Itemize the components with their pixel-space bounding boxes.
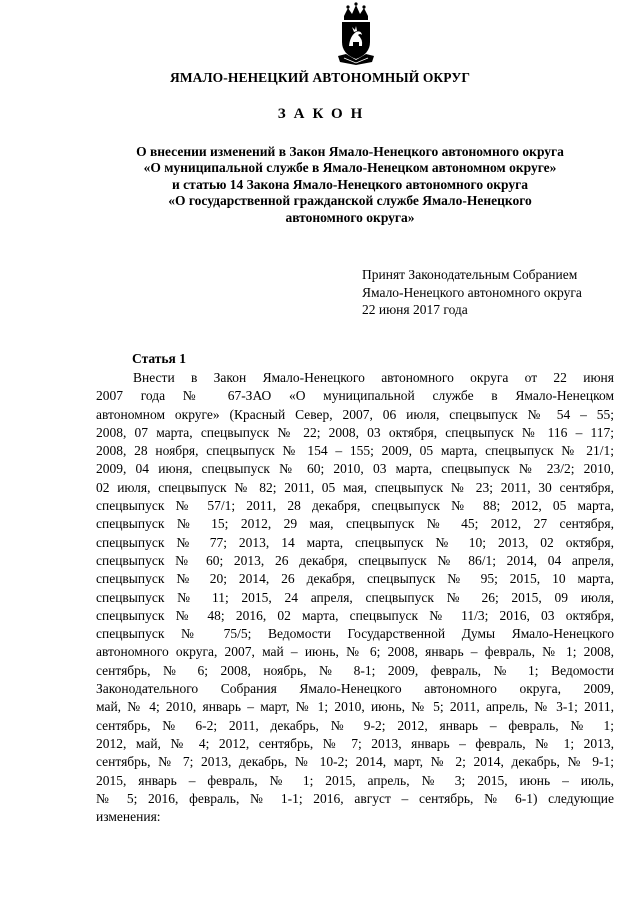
subject-line: «О государственной гражданской службе Ямало-Ненецкого xyxy=(168,193,532,209)
coat-of-arms-icon xyxy=(334,2,378,66)
region-name: ЯМАЛО-НЕНЕЦКИЙ АВТОНОМНЫЙ ОКРУГ xyxy=(169,70,471,85)
article-body xyxy=(96,369,614,826)
article-text-line: спецвыпуск № 11; 2015, 24 апреля, спецвыпуск № 26; 2015, 09 июля, xyxy=(96,589,614,605)
article-text-line: № 5; 2016, февраль, № 1-1; 2016, август – сентябрь, № 6-1) следующие xyxy=(96,790,614,806)
article-heading: Статья 1 xyxy=(132,351,186,366)
article-text-line: сентябрь, № 7; 2013, декабрь, № 10-2; 2014, март, № 2; 2014, декабрь, № 9-1; xyxy=(96,754,614,770)
article-text-line: спецвыпуск № 77; 2013, 14 марта, спецвыпуск № 10; 2013, 02 октября, xyxy=(96,534,614,550)
article-text-line: спецвыпуск № 48; 2016, 02 марта, спецвыпуск № 11/3; 2016, 03 октября, xyxy=(96,607,614,623)
article-text-line: автономного округа, 2007, май – июнь, № 6; 2008, январь – февраль, № 1; 2008, xyxy=(96,644,614,660)
article-text-line: сентябрь, № 6-2; 2011, декабрь, № 9-2; 2012, январь – февраль, № 1; xyxy=(96,717,614,733)
article-text-line: 02 июля, спецвыпуск № 82; 2011, 05 мая, спецвыпуск № 23; 2011, 30 сентября, xyxy=(96,479,614,495)
adoption-date: 22 июня 2017 года xyxy=(362,302,468,318)
subject-line: О внесении изменений в Закон Ямало-Ненецкого автономного округа xyxy=(136,144,564,159)
subject-line: «О муниципальной службе в Ямало-Ненецком автономном округе» xyxy=(143,160,557,176)
article-text-line: спецвыпуск № 60; 2013, 26 декабря, спецвыпуск № 86/1; 2014, 04 апреля, xyxy=(96,552,614,568)
article-text-line: 2008, 07 марта, спецвыпуск № 22; 2008, 03 октября, спецвыпуск № 116 – 117; xyxy=(96,424,614,440)
adoption-note xyxy=(362,266,582,319)
subject-line: автономного округа» xyxy=(285,209,415,225)
article-text-line: Законодательного Собрания Ямало-Ненецкого автономного округа, 2009, xyxy=(96,681,614,697)
article-text-line: сентябрь, № 6; 2008, ноябрь, № 8-1; 2009, февраль, № 1; Ведомости xyxy=(96,662,614,678)
article-text-line: 2008, 28 ноября, спецвыпуск № 154 – 155; 2009, 05 марта, спецвыпуск № 21/1; xyxy=(96,443,614,459)
article-text-line: автономном округе» (Красный Север, 2007, 06 июля, спецвыпуск № 54 – 55; xyxy=(96,406,614,422)
article-text-line: Внести в Закон Ямало-Ненецкого автономного округа от 22 июня xyxy=(133,370,614,385)
article-text-line: 2007 года № 67-ЗАО «О муниципальной службе в Ямало-Ненецком xyxy=(96,388,614,404)
article-text-line: 2009, 04 июня, спецвыпуск № 60; 2010, 03 марта, спецвыпуск № 23/2; 2010, xyxy=(96,461,614,477)
subject-line: и статью 14 Закона Ямало-Ненецкого автономного округа xyxy=(172,176,528,192)
article-text-line: спецвыпуск № 20; 2014, 26 декабря, спецвыпуск № 95; 2015, 10 марта, xyxy=(96,571,614,587)
article-text-line: спецвыпуск № 15; 2012, 29 мая, спецвыпуск № 45; 2012, 27 сентября, xyxy=(96,516,614,532)
article-text-line: май, № 4; 2010, январь – март, № 1; 2010, июнь, № 5; 2011, апрель, № 3-1; 2011, xyxy=(96,699,614,715)
adoption-line: Принят Законодательным Собранием xyxy=(362,267,578,282)
article-text-line: спецвыпуск № 75/5; Ведомости Государственной Думы Ямало-Ненецкого xyxy=(96,626,614,642)
article-text-line: изменения: xyxy=(96,809,161,825)
law-subject xyxy=(60,144,640,226)
law-title: ЗАКОН xyxy=(277,106,371,122)
article-text-line: 2012, май, № 4; 2012, сентябрь, № 7; 2013, январь – февраль, № 1; 2013, xyxy=(96,735,614,751)
article-text-line: спецвыпуск № 57/1; 2011, 28 декабря, спецвыпуск № 88; 2012, 05 марта, xyxy=(96,498,614,514)
article-text-line: 2015, январь – февраль, № 1; 2015, апрель, № 3; 2015, июнь – июль, xyxy=(96,772,614,788)
adoption-line: Ямало-Ненецкого автономного округа xyxy=(362,284,582,300)
